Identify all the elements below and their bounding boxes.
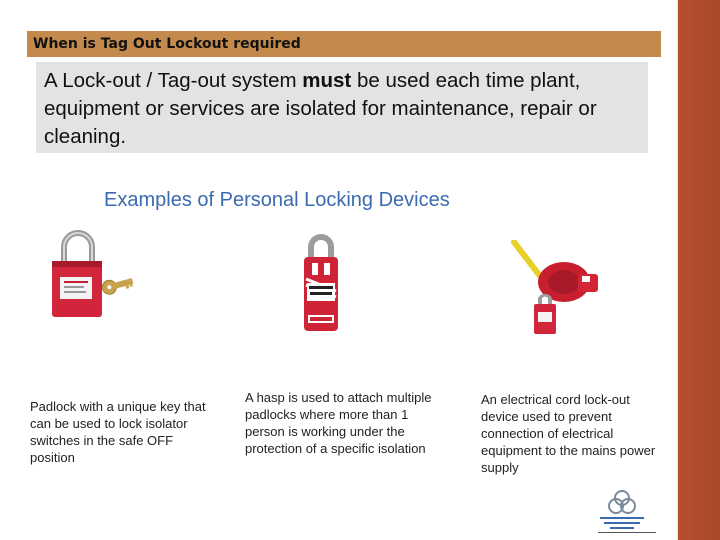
intro-statement [36, 62, 648, 153]
device-caption-hasp: A hasp is used to attach multiple padlocks where more than 1 person is working under the protection of a specific isolation [245, 390, 432, 456]
intro-text-end: be used each time plant, equipment or services are isolated for maintenance, repair or cleaning. [44, 69, 597, 148]
accent-side-bar [678, 0, 720, 540]
organization-logo [592, 488, 662, 536]
section-title: Examples of Personal Locking Devices [104, 189, 450, 211]
slide-header [27, 31, 661, 57]
device-caption-plug-lockout: An electrical cord lock-out device used to prevent connection of electrical equipment to the mains power supply [481, 392, 656, 475]
device-caption-padlock: Padlock with a unique key that can be used to lock isolator switches in the safe OFF position [30, 399, 206, 465]
hasp-tag-icon [296, 233, 346, 333]
header-title: When is Tag Out Lockout required [33, 36, 301, 52]
intro-text-start: A Lock-out / Tag-out system [44, 69, 303, 92]
padlock-key-icon [48, 225, 134, 320]
electrical-plug-lockout-icon [510, 240, 605, 336]
intro-emphasis: must [302, 69, 352, 92]
